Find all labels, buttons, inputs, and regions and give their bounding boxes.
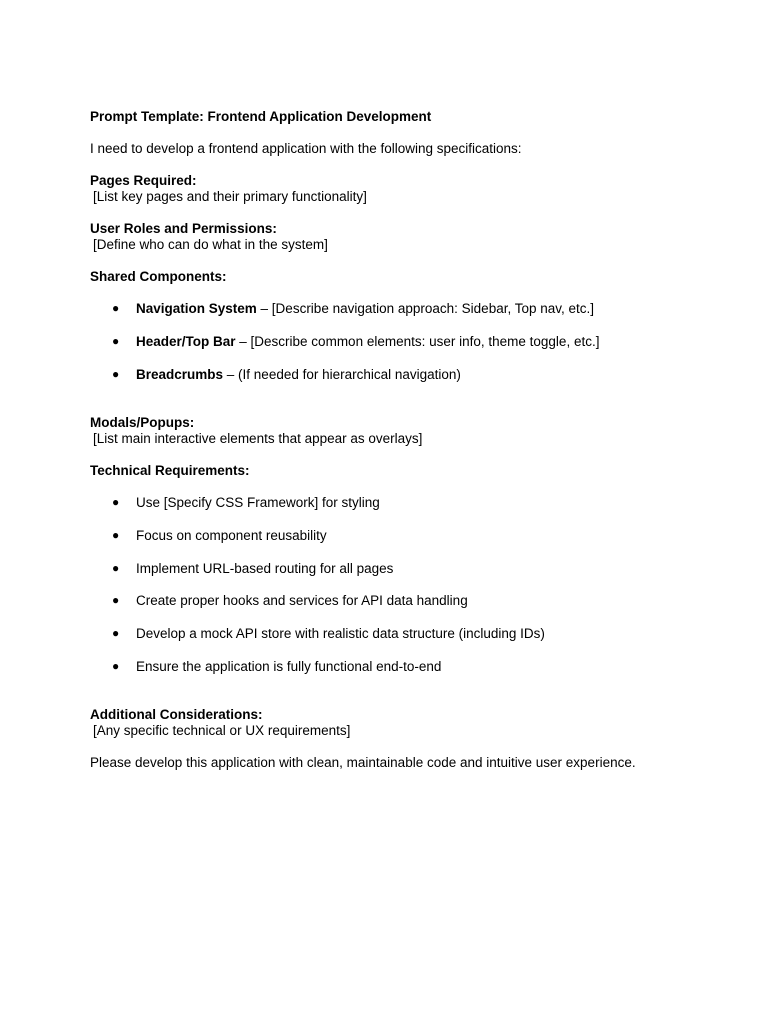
user-roles-heading: User Roles and Permissions: [90, 221, 277, 236]
list-item-term: Breadcrumbs [136, 367, 224, 382]
list-item-text: Create proper hooks and services for API data handling [136, 593, 468, 608]
bullet-icon: ● [112, 367, 120, 381]
modals-heading: Modals/Popups: [90, 415, 195, 430]
list-item-term: Navigation System [136, 301, 257, 316]
list-item [90, 625, 545, 642]
list-item [90, 494, 380, 511]
list-item [90, 658, 441, 675]
technical-requirements-heading: Technical Requirements: [90, 463, 250, 478]
bullet-icon: ● [112, 561, 120, 575]
list-item [90, 592, 468, 609]
list-item-text: Focus on component reusability [136, 528, 327, 543]
bullet-icon: ● [112, 528, 120, 542]
list-item [90, 527, 327, 544]
bullet-icon: ● [112, 593, 120, 607]
list-item-text: Ensure the application is fully functional end-to-end [136, 659, 442, 674]
additional-considerations-placeholder: [Any specific technical or UX requirements] [93, 723, 351, 738]
list-item-text: – [Describe navigation approach: Sidebar, Top nav, etc.] [256, 301, 595, 316]
bullet-icon: ● [112, 334, 120, 348]
bullet-icon: ● [112, 495, 120, 509]
intro-text: I need to develop a frontend application with the following specifications: [90, 141, 522, 156]
user-roles-placeholder: [Define who can do what in the system] [93, 237, 328, 252]
document-title: Prompt Template: Frontend Application Development [90, 109, 432, 124]
list-item [90, 560, 393, 577]
list-item-term: Header/Top Bar [136, 334, 236, 349]
list-item [90, 333, 599, 350]
list-item [90, 366, 461, 383]
additional-considerations-heading: Additional Considerations: [90, 707, 263, 722]
bullet-icon: ● [112, 301, 120, 315]
shared-components-heading: Shared Components: [90, 269, 227, 284]
pages-required-heading: Pages Required: [90, 173, 197, 188]
list-item-text: – (If needed for hierarchical navigation) [223, 367, 461, 382]
bullet-icon: ● [112, 659, 120, 673]
bullet-icon: ● [112, 626, 120, 640]
list-item [90, 300, 594, 317]
list-item-text: Implement URL-based routing for all pages [136, 561, 394, 576]
list-item-text: Use [Specify CSS Framework] for styling [136, 495, 380, 510]
list-item-text: Develop a mock API store with realistic data structure (including IDs) [136, 626, 545, 641]
modals-placeholder: [List main interactive elements that appear as overlays] [93, 431, 423, 446]
pages-required-placeholder: [List key pages and their primary functionality] [93, 189, 367, 204]
closing-text: Please develop this application with clean, maintainable code and intuitive user experience. [90, 755, 636, 770]
list-item-text: – [Describe common elements: user info, theme toggle, etc.] [235, 334, 600, 349]
